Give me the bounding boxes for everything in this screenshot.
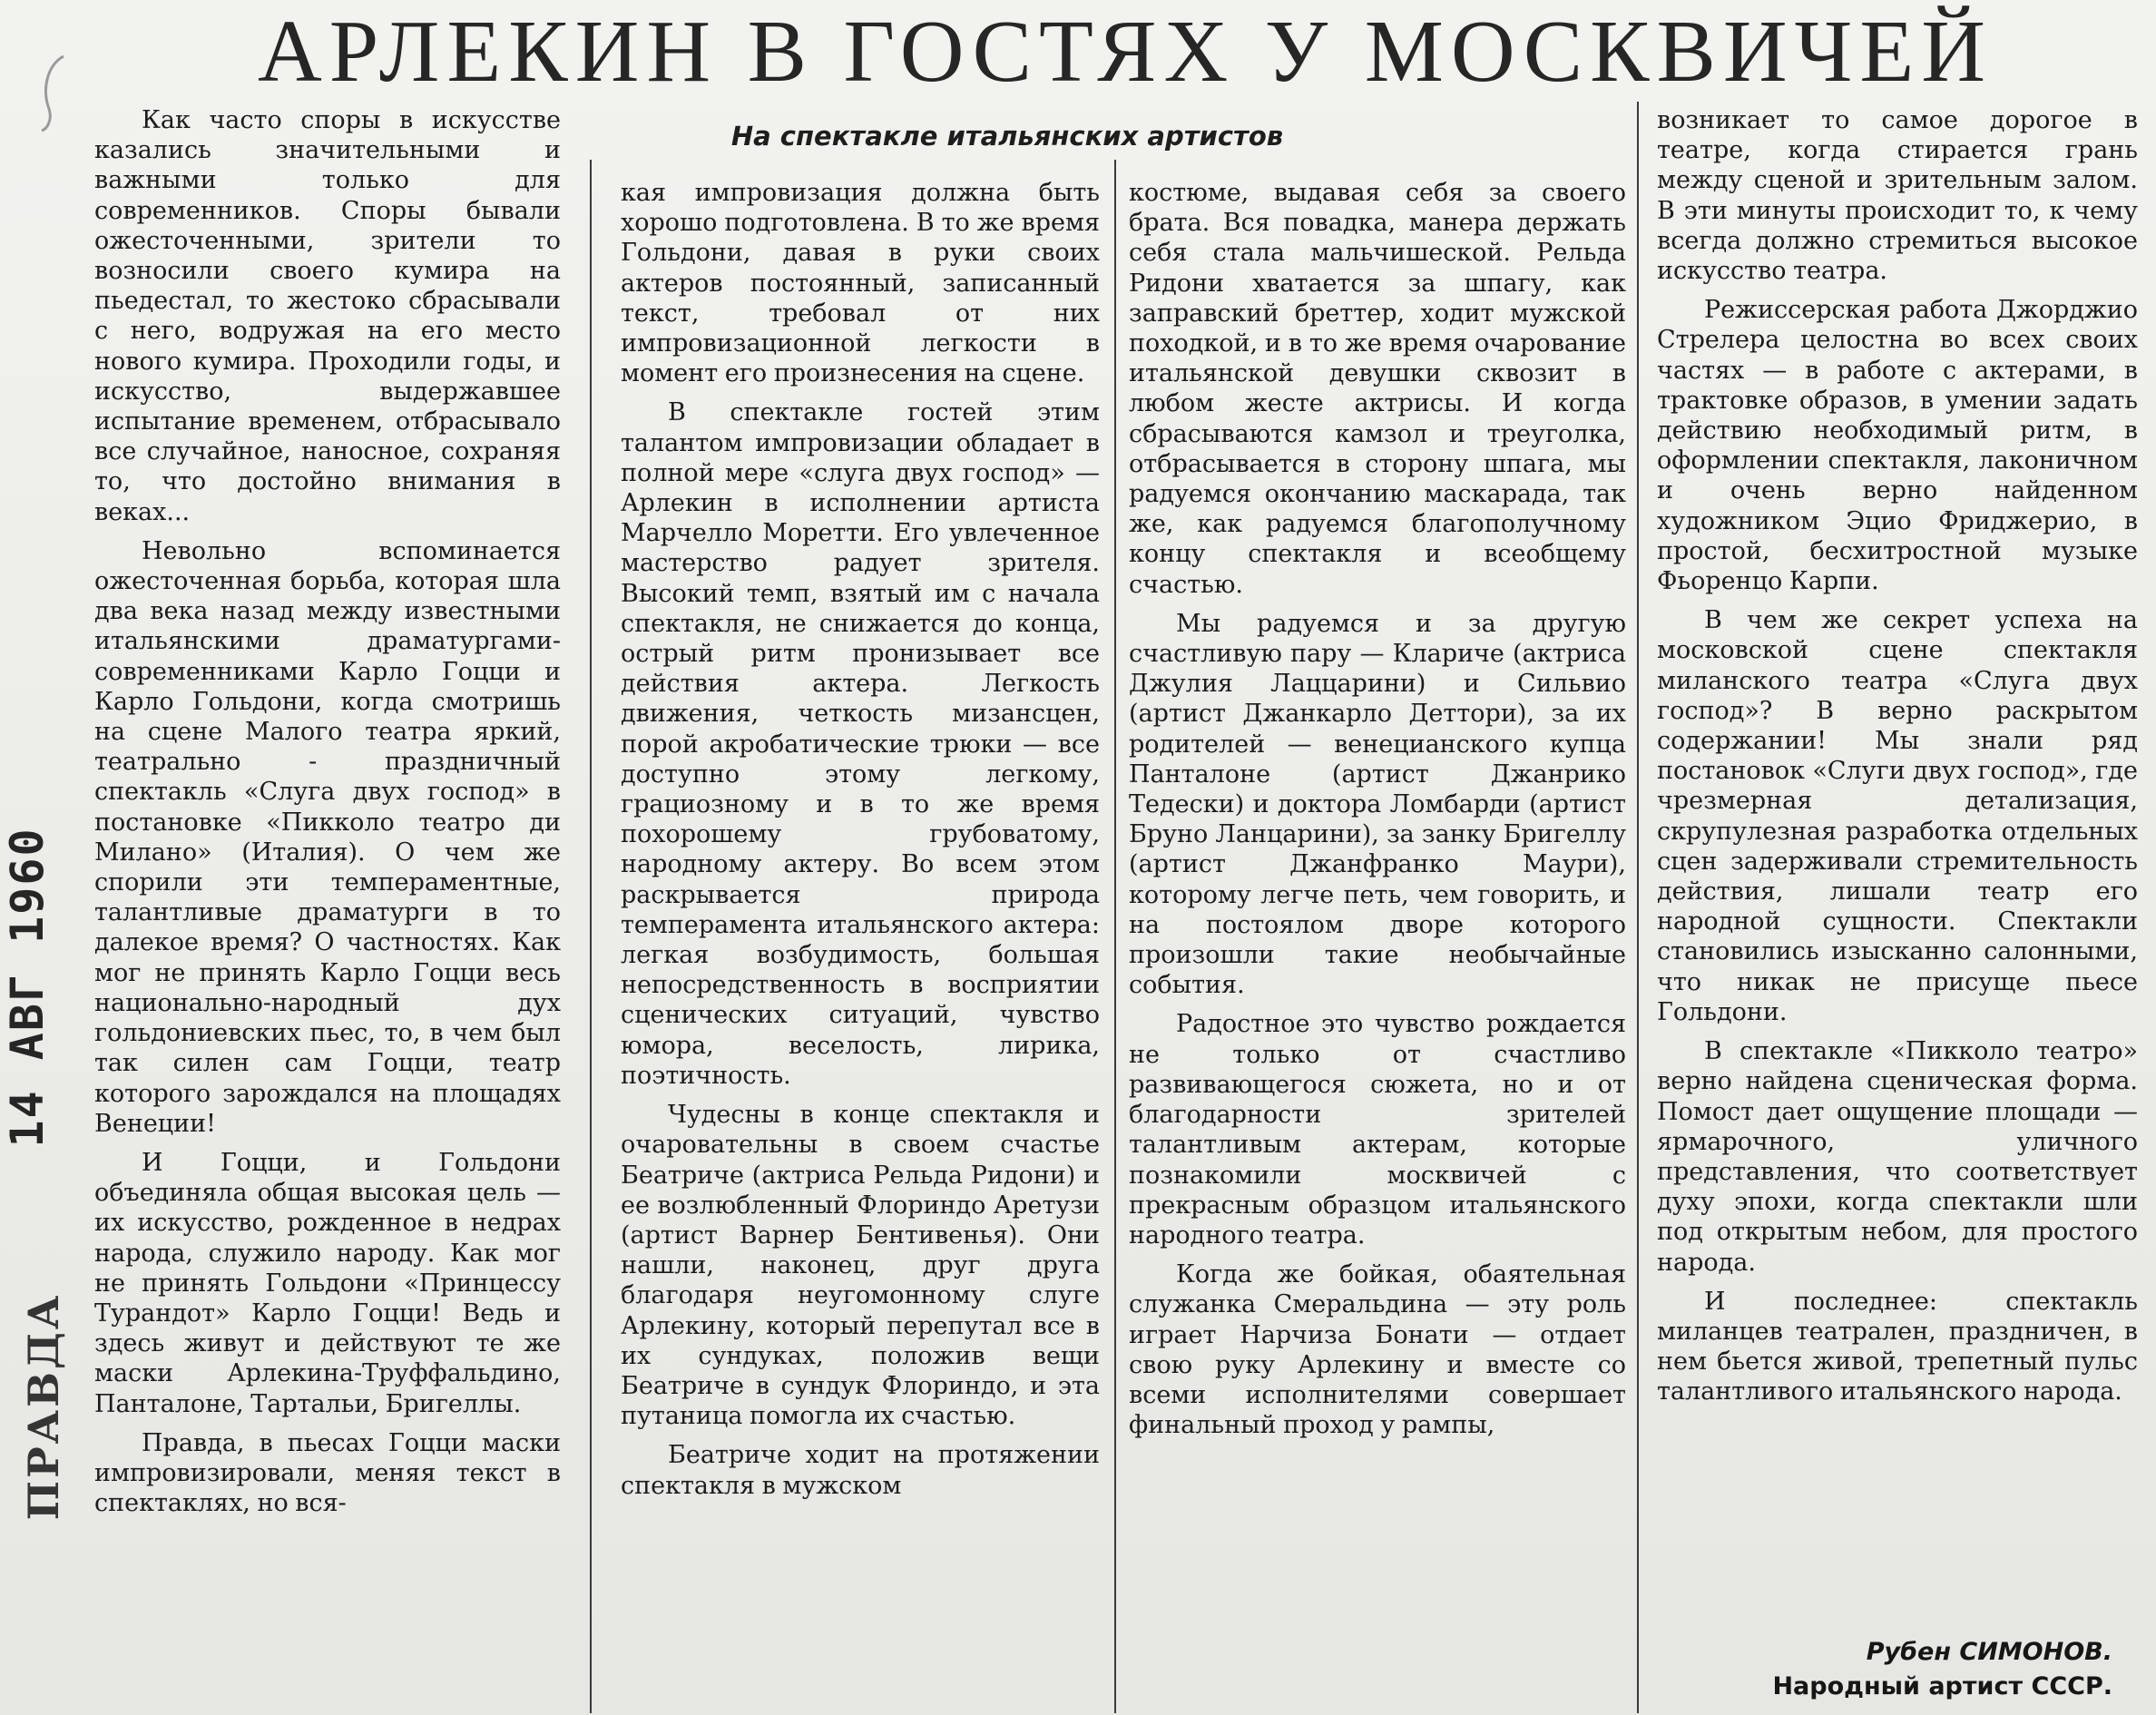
paragraph: Когда же бойкая, обаятельная служанка Смеральдина — эту роль играет Нарчиза Бонати — отдает свою руку Арлекину и вместе со всеми исполнителями совершает финальный проход у рампы, — [1129, 1260, 1626, 1440]
article-column-3 — [1129, 178, 1626, 1711]
paragraph: В спектакле «Пикколо театро» верно найдена сценическая форма. Помост дает ощущение площади — ярмарочного, уличного представления, что соответствует духу эпохи, когда спектакли шли под открытым небом, для простого народа. — [1657, 1037, 2138, 1277]
newspaper-name: ПРАВДА — [19, 1292, 68, 1521]
article-subhead: На спектакле итальянских артистов — [730, 121, 1284, 152]
paragraph: Невольно вспоминается ожесточенная борьба, которая шла два века назад между известными итальянскими драматургами-современниками Карло Гоцци и Карло Гольдони, когда смотришь на сцене Малого театра яркий, театрально - праздничный спектакль «Слуга двух господ» в постановке «Пикколо театро ди Милано» (Италия). О чем же спорили эти темпераментные, талантливые драматурги в то далекое время? О частностях. Как мог не принять Карло Гоцци весь национально-народный дух гольдониевских пьес, то, в чем был так силен сам Гоцци, театр которого зарождался на площадях Венеции! — [94, 536, 561, 1138]
paragraph: В спектакле гостей этим талантом импровизации обладает в полной мере «слуга двух господ» — Арлекин в исполнении артиста Марчелло Моретти. Его увлеченное мастерство радует зрителя. Высокий темп, взятый им с начала спектакля, не снижается до конца, острый ритм пронизывает все действия актера. Легкость движения, четкость мизансцен, порой акробатические трюки — все доступно этому легкому, грациозному и в то же время похорошему грубоватому, народному актеру. Во всем этом раскрывается природа темперамента итальянского актера: легкая возбудимость, большая непосредственность в восприятии сценических ситуаций, чувство юмора, веселость, лирика, поэтичность. — [621, 398, 1100, 1090]
article-column-2 — [621, 178, 1100, 1711]
paragraph: Как часто споры в искусстве казались значительными и важными только для современников. Споры бывали ожесточенными, зрители то возносили своего кумира на пьедестал, то жестоко сбрасывали с него, водружая на его место нового кумира. Проходили годы, и искусство, выдержавшее испытание временем, отбрасывало все случайное, наносное, сохраняя то, что достойно внимания в веках... — [94, 106, 561, 526]
column-rule — [590, 160, 592, 1713]
paragraph: В чем же секрет успеха на московской сцене спектакля миланского театра «Слуга двух господ»? В верно раскрытом содержании! Мы знали ряд постановок «Слуги двух господ», где чрезмерная детализация, скрупулезная разработка отдельных сцен задерживали стремительность действия, лишали театр его народной сущности. Спектакли становились изысканно салонными, что никак не присуще пьесе Гольдони. — [1657, 606, 2138, 1026]
paragraph: И Гоцци, и Гольдони объединяла общая высокая цель — их искусство, рожденное в недрах народа, служило народу. Как мог не принять Гольдони «Принцессу Турандот» Карло Гоцци! Ведь и здесь живут и действуют те же маски Арлекина-Труффальдино, Панталоне, Тартальи, Бригеллы. — [94, 1148, 561, 1418]
author-title: Народный артист СССР. — [1772, 1672, 2112, 1700]
paragraph: возникает то самое дорогое в театре, когда стирается грань между сценой и зрительным залом. В эти минуты происходит то, к чему всегда должно стремиться высокое искусство театра. — [1657, 106, 2138, 286]
column-rule — [1114, 160, 1116, 1713]
article-column-4 — [1657, 105, 2138, 1544]
article-column-1 — [94, 105, 561, 1711]
paragraph: И последнее: спектакль миланцев театрален, праздничен, в нем бьется живой, трепетный пульс талантливого итальянского народа. — [1657, 1287, 2138, 1406]
paragraph: Беатриче ходит на протяжении спектакля в мужском — [621, 1441, 1100, 1500]
paragraph: Мы радуемся и за другую счастливую пару — Клариче (актриса Джулия Лаццарини) и Сильвио (артист Джанкарло Деттори), за их родителей — венецианского купца Панталоне (артист Джанрико Тедески) и доктора Ломбарди (артист Бруно Ланцарини), за занку Бригеллу (артист Джанфранко Маури), которому легче петь, чем говорить, и на постоялом дворе которого произошли такие необычайные события. — [1129, 609, 1626, 1000]
paragraph: Режиссерская работа Джорджио Стрелера целостна во всех своих частях — в работе с актерами, в трактовке образов, в умении задать действию необходимый ритм, в оформлении спектакля, лаконичном и очень верно найденном художником Эцио Фриджерио, в простой, бесхитростной музыке Фьоренцо Карпи. — [1657, 296, 2138, 596]
paragraph: костюме, выдавая себя за своего брата. Вся повадка, манера держать себя стала мальчишеской. Рельда Ридони хватается за шпагу, как заправский бреттер, ходит мужской походкой, и в то же время очарование итальянской девушки сквозит в любом жесте актрисы. И когда сбрасываются камзол и треуголка, отбрасывается в сторону шпага, мы радуемся окончанию маскарада, так же, как радуемся благополучному концу спектакля и всеобщему счастью. — [1129, 179, 1626, 599]
pencil-mark-icon — [36, 53, 73, 134]
paragraph: Чудесны в конце спектакля и очаровательны в своем счастье Беатриче (актриса Рельда Ридони) и ее возлюбленный Флориндо Аретузи (артист Варнер Бентивенья). Они нашли, наконец, друг друга благодаря неугомонному слуге Арлекину, который перепутал все в их сундуках, положив вещи Беатриче в сундук Флориндо, и эта путаница помогла их счастью. — [621, 1101, 1100, 1431]
paragraph: Радостное это чувство рождается не только от счастливо развивающегося сюжета, но и от благодарности зрителей талантливым актерам, которые познакомили москвичей с прекрасным образцом итальянского народного театра. — [1129, 1010, 1626, 1250]
date-stamp: 14 АВГ 1960 — [1, 827, 54, 1148]
paragraph: Правда, в пьесах Гоцци маски импровизировали, меняя текст в спектаклях, но вся- — [94, 1428, 561, 1518]
article-headline: АРЛЕКИН В ГОСТЯХ У МОСКВИЧЕЙ — [257, 3, 1993, 101]
author-name: Рубен СИМОНОВ. — [1866, 1638, 2112, 1666]
paragraph: кая импровизация должна быть хорошо подготовлена. В то же время Гольдони, давая в руки своих актеров постоянный, записанный текст, требовал от них импровизационной легкости в момент его произнесения на сцене. — [621, 179, 1100, 388]
column-rule — [1637, 102, 1639, 1713]
